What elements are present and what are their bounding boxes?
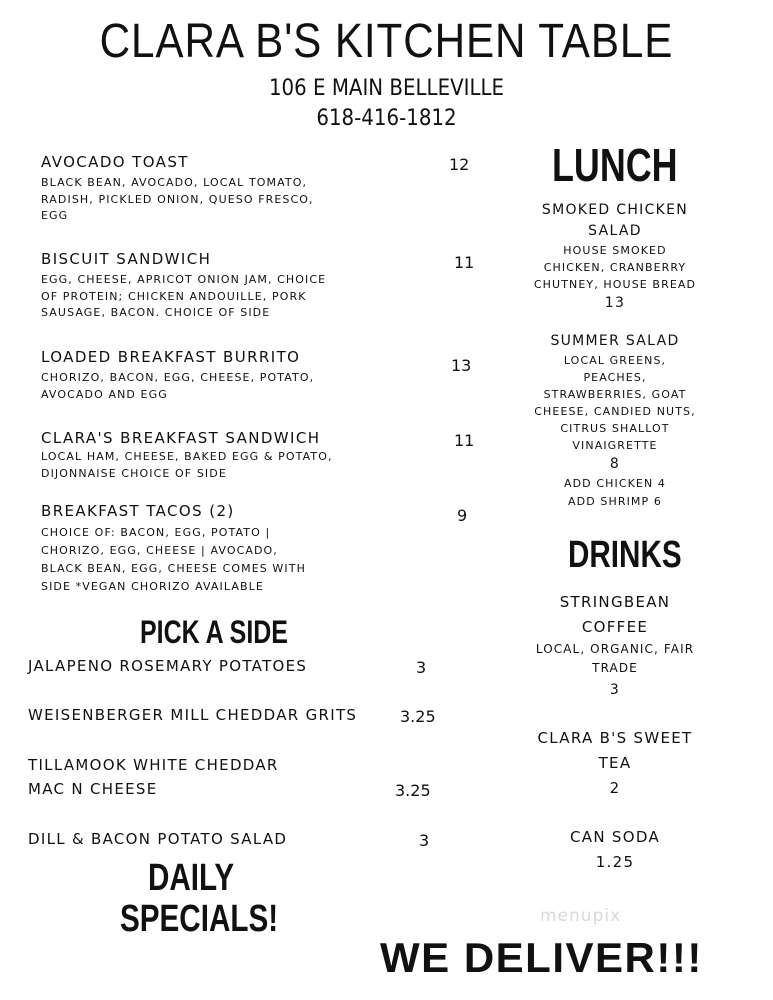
item-name: SUMMER SALAD — [550, 333, 680, 349]
desc-line: EGG, CHEESE, APRICOT ONION JAM, CHOICE — [41, 273, 327, 286]
menu-item — [41, 502, 461, 596]
item-name: STRINGBEAN — [559, 593, 671, 611]
desc-line: CHUTNEY, HOUSE BREAD — [533, 278, 697, 291]
side-item-price: 3 — [416, 658, 427, 677]
item-price: 2 — [609, 779, 621, 797]
item-name: SMOKED CHICKEN — [541, 202, 689, 218]
side-item-name: TILLAMOOK WHITE CHEDDAR — [28, 756, 279, 774]
item-price: 13 — [604, 295, 626, 311]
desc-line: CHORIZO, EGG, CHEESE | AVOCADO, — [41, 544, 278, 557]
item-name: SALAD — [588, 223, 642, 239]
side-item-name: MAC N CHEESE — [28, 780, 158, 798]
item-price: 9 — [457, 506, 468, 525]
desc-line: TRADE — [592, 661, 638, 675]
item-name: BISCUIT SANDWICH — [41, 250, 212, 268]
lunch-item — [520, 331, 710, 511]
item-price: 8 — [609, 456, 621, 472]
desc-line: RADISH, PICKLED ONION, QUESO FRESCO, — [41, 192, 314, 206]
item-name: LOADED BREAKFAST BURRITO — [41, 348, 301, 366]
item-name: COFFEE — [581, 618, 649, 636]
item-price: 12 — [449, 155, 470, 174]
side-item-name: DILL & BACON POTATO SALAD — [28, 830, 288, 848]
desc-line: STRAWBERRIES, GOAT — [543, 388, 687, 401]
item-description — [41, 449, 461, 482]
desc-line: PEACHES, — [583, 371, 647, 384]
desc-line: LOCAL HAM, CHEESE, BAKED EGG & POTATO, — [41, 450, 333, 463]
drink-item — [515, 825, 715, 875]
item-price: 11 — [454, 253, 475, 272]
desc-line: AVOCADO AND EGG — [41, 387, 168, 401]
item-name: BREAKFAST TACOS (2) — [41, 502, 235, 520]
menu-item — [41, 429, 461, 482]
desc-line: SIDE *VEGAN CHORIZO AVAILABLE — [41, 580, 264, 593]
item-name: CLARA B'S SWEET — [537, 729, 693, 747]
menu-item — [41, 250, 461, 322]
item-price: 11 — [454, 431, 475, 450]
desc-line: BLACK BEAN, AVOCADO, LOCAL TOMATO, — [41, 176, 308, 189]
item-description — [41, 175, 461, 225]
watermark: menupix — [540, 906, 622, 926]
desc-line: BLACK BEAN, EGG, CHEESE COMES WITH — [41, 562, 306, 575]
lunch-item — [520, 200, 710, 314]
desc-line: SAUSAGE, BACON. CHOICE OF SIDE — [41, 306, 271, 319]
desc-line: EGG — [41, 209, 69, 222]
we-deliver-banner: WE DELIVER!!! — [380, 934, 703, 981]
side-item-price: 3.25 — [395, 781, 431, 800]
addon-line: ADD SHRIMP 6 — [568, 495, 662, 508]
lunch-heading: LUNCH — [552, 139, 678, 191]
menu-item — [41, 348, 461, 403]
side-item-name: WEISENBERGER MILL CHEDDAR GRITS — [28, 706, 358, 724]
address: 106 E MAIN BELLEVILLE — [268, 76, 505, 101]
desc-line: CITRUS SHALLOT — [560, 422, 670, 435]
desc-line: VINAIGRETTE — [572, 439, 658, 452]
desc-line: LOCAL, ORGANIC, FAIR — [535, 642, 695, 656]
item-description — [41, 272, 461, 322]
phone-number: 618-416-1812 — [316, 106, 457, 131]
desc-line: CHORIZO, BACON, EGG, CHEESE, POTATO, — [41, 371, 315, 384]
desc-line: CHEESE, CANDIED NUTS, — [534, 405, 696, 418]
item-name: TEA — [598, 754, 632, 772]
item-price: 1.25 — [595, 853, 635, 871]
sides-heading: PICK A SIDE — [140, 614, 288, 650]
item-description — [41, 524, 461, 596]
desc-line: HOUSE SMOKED — [563, 244, 667, 257]
item-name: CLARA'S BREAKFAST SANDWICH — [41, 429, 321, 447]
item-name: AVOCADO TOAST — [41, 153, 189, 171]
item-price: 13 — [451, 356, 472, 375]
drinks-heading: DRINKS — [568, 534, 682, 576]
desc-line: LOCAL GREENS, — [563, 354, 667, 367]
item-price: 3 — [609, 682, 621, 698]
side-item-name: JALAPENO ROSEMARY POTATOES — [28, 657, 308, 675]
desc-line: CHICKEN, CRANBERRY — [543, 261, 687, 274]
desc-line: DIJONNAISE CHOICE OF SIDE — [41, 466, 227, 480]
daily-specials-line1: DAILY — [148, 857, 235, 899]
drink-item — [515, 590, 715, 702]
desc-line: OF PROTEIN; CHICKEN ANDOUILLE, PORK — [41, 289, 307, 303]
drink-item — [515, 726, 715, 801]
daily-specials-line2: SPECIALS! — [120, 898, 279, 940]
menu-item — [41, 153, 461, 225]
side-item-price: 3.25 — [400, 707, 436, 726]
addon-line: ADD CHICKEN 4 — [563, 477, 667, 490]
desc-line: CHOICE OF: BACON, EGG, POTATO | — [41, 526, 271, 539]
side-item-price: 3 — [419, 831, 430, 850]
item-description — [41, 370, 461, 403]
restaurant-title: CLARA B'S KITCHEN TABLE — [99, 15, 674, 68]
item-name: CAN SODA — [570, 828, 660, 846]
